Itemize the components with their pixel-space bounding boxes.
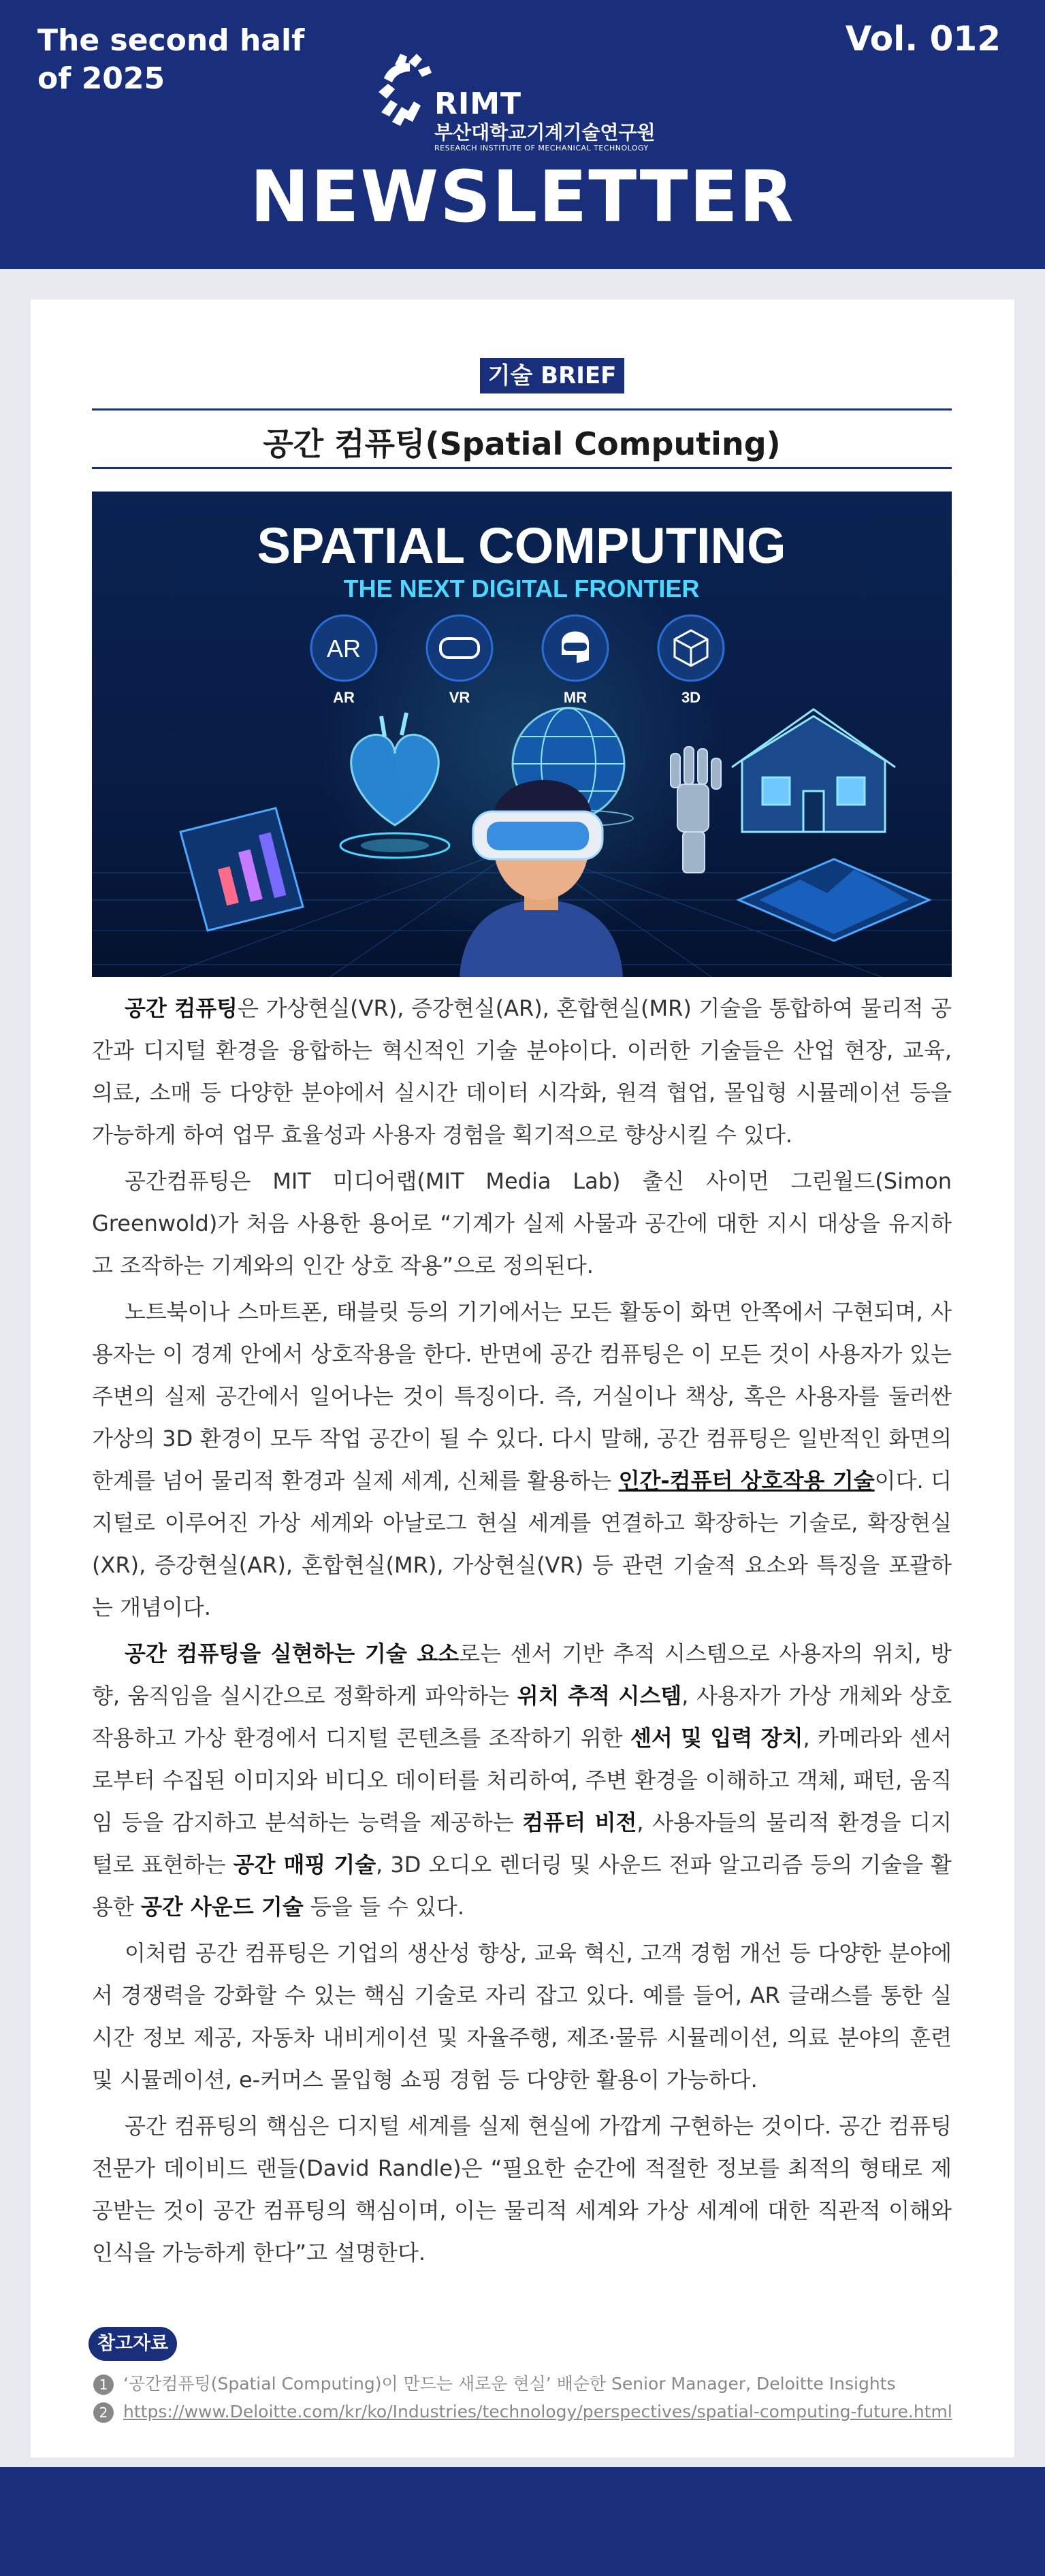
article-title: 공간 컴퓨팅(Spatial Computing) xyxy=(263,425,781,462)
hero-illustration xyxy=(92,492,952,977)
paragraph-text: 이처럼 공간 컴퓨팅은 기업의 생산성 향상, 교육 혁신, 고객 경험 개선 등 다양한 분야에서 경쟁력을 강화할 수 있는 핵심 기술로 자리 잡고 있다. 예를 들어, AR 글래스를 통한 실시간 정보 제공, 자동차 내비게이션 및 자율주행, 제조·물류 시뮬레이션, 의료 분야의 훈련 및 시뮬레이션, e-커머스 몰입형 쇼핑 경험 등 다양한 활용이 가능하다. xyxy=(92,1940,952,2093)
volume-number: Vol. 012 xyxy=(845,19,1001,59)
article-body xyxy=(92,987,952,2278)
paragraph-text: 로는 센서 기반 추적 시스템으로 사용자의 위치, 방향, 움직임을 실시간으로 정확하게 파악하는 xyxy=(92,1641,952,1709)
paragraph-text: , 카메라와 센서로부터 수집된 이미지와 비디오 데이터를 처리하여, 주변 환경을 이해하고 객체, 패턴, 움직임 등을 감지하고 분석하는 능력을 제공하는 xyxy=(92,1725,952,1835)
reference-text-1: ‘공간컴퓨팅(Spatial Computing)이 만드는 새로운 현실’ 배순한 Senior Manager, Deloitte Insights xyxy=(123,2374,896,2394)
rimt-logo xyxy=(374,51,688,153)
emphasized-term: 공간 컴퓨팅을 실현하는 기술 요소 xyxy=(125,1641,460,1667)
emphasized-term: 컴퓨터 비전 xyxy=(522,1809,637,1835)
logo-english-name: RESEARCH INSTITUTE OF MECHANICAL TECHNOLOGY xyxy=(434,144,649,152)
paragraph-text: 노트북이나 스마트폰, 태블릿 등의 기기에서는 모든 활동이 화면 안쪽에서 구현되며, 사용자는 이 경계 안에서 상호작용을 한다. 반면에 공간 컴퓨팅은 이 모든 것이 사용자가 있는 주변의 실제 공간에서 일어나는 것이 특징이다. 즉, 거실이나 책상, 혹은 사용자를 둘러싼 가상의 3D 환경이 모두 작업 공간이 될 수 있다. 다시 말해, 공간 컴퓨팅은 일반적인 화면의 한계를 넘어 물리적 환경과 실제 세계, 신체를 활용하는 xyxy=(92,1299,952,1494)
season-line-1: The second half xyxy=(37,23,305,58)
reference-number-2: 2 xyxy=(93,2402,114,2423)
paragraph-5 xyxy=(92,1932,952,2101)
reference-item-1 xyxy=(93,2370,896,2395)
paragraph-text: , 3D 오디오 렌더링 및 사운드 전파 알고리즘 등의 기술을 활용한 xyxy=(92,1852,952,1920)
paragraph-text: 등을 들 수 있다. xyxy=(303,1894,465,1920)
title-rule-bottom xyxy=(92,467,952,469)
badge-label-ar: AR xyxy=(333,689,355,706)
emphasized-term: 공간 매핑 기술 xyxy=(233,1852,376,1878)
paragraph-text: , 사용자들의 물리적 환경을 디지털로 표현하는 xyxy=(92,1809,952,1878)
issue-season xyxy=(37,22,304,98)
emphasized-term: 센서 및 입력 장치 xyxy=(630,1725,803,1751)
paragraph-text: 공간 컴퓨팅의 핵심은 디지털 세계를 실제 현실에 가깝게 구현하는 것이다. 공간 컴퓨팅 전문가 데이비드 랜들(David Randle)은 “필요한 순간에 적절한 정보를 최적의 형태로 제공받는 것이 공간 컴퓨팅의 핵심이며, 이는 물리적 세계와 가상 세계에 대한 직관적 이해와 인식을 가능하게 한다”고 설명한다. xyxy=(92,2113,952,2266)
badge-label-3d: 3D xyxy=(681,689,701,706)
season-line-2: of 2025 xyxy=(37,61,165,96)
emphasized-term: 공간 컴퓨팅 xyxy=(125,995,238,1021)
paragraph-text: 공간컴퓨팅은 MIT 미디어랩(MIT Media Lab) 출신 사이먼 그린월드(Simon Greenwold)가 처음 사용한 용어로 “기계가 실제 사물과 공간에 대한 지시 대상을 유지하고 조작하는 기계와의 인간 상호 작용”으로 정의된다. xyxy=(92,1168,952,1278)
newsletter-footer xyxy=(0,2467,1045,2576)
paragraph-text: , 사용자가 가상 개체와 상호작용하고 가상 환경에서 디지털 콘텐츠를 조작하기 위한 xyxy=(92,1683,952,1751)
article-card xyxy=(31,300,1014,2458)
reference-number-1: 1 xyxy=(93,2374,114,2395)
ar-icon: AR xyxy=(326,634,361,662)
logo-korean-name: 부산대학교기계기술연구원 xyxy=(434,121,656,144)
paragraph-2 xyxy=(92,1160,952,1287)
badge-label-mr: MR xyxy=(563,689,588,706)
paragraph-3 xyxy=(92,1291,952,1628)
hero-subheadline: THE NEXT DIGITAL FRONTIER xyxy=(343,575,700,602)
logo-wordmark: RIMT xyxy=(434,86,522,121)
newsletter-header xyxy=(0,0,1045,269)
emphasized-term: 공간 사운드 기술 xyxy=(141,1894,304,1920)
badge-label-vr: VR xyxy=(449,689,470,706)
emphasized-term: 위치 추적 시스템 xyxy=(517,1683,682,1709)
reference-link-2[interactable]: https://www.Deloitte.com/kr/ko/Industries/technology/perspectives/spatial-computing-future.html xyxy=(123,2402,952,2421)
title-rule-top xyxy=(92,408,952,410)
paragraph-6 xyxy=(92,2105,952,2274)
paragraph-4 xyxy=(92,1632,952,1928)
references-label: 참고자료 xyxy=(89,2327,177,2361)
hero-headline: SPATIAL COMPUTING xyxy=(257,517,786,574)
category-tag: 기술 BRIEF xyxy=(480,358,624,393)
paragraph-text: 은 가상현실(VR), 증강현실(AR), 혼합현실(MR) 기술을 통합하여 물리적 공간과 디지털 환경을 융합하는 혁신적인 기술 분야이다. 이러한 기술들은 산업 현장, 교육, 의료, 소매 등 다양한 분야에서 실시간 데이터 시각화, 원격 협업, 몰입형 시뮬레이션 등을 가능하게 하여 업무 효율성과 사용자 경험을 획기적으로 향상시킬 수 있다. xyxy=(92,995,952,1148)
emphasized-term: 인간-컴퓨터 상호작용 기술 xyxy=(618,1468,875,1494)
paragraph-text: 이다. 디지털로 이루어진 가상 세계와 아날로그 현실 세계를 연결하고 확장하는 기술로, 확장현실(XR), 증강현실(AR), 혼합현실(MR), 가상현실(VR) 등 관련 기술적 요소와 특징을 포괄하는 개념이다. xyxy=(92,1468,952,1620)
reference-item-2 xyxy=(93,2402,952,2423)
masthead-title: NEWSLETTER xyxy=(250,155,795,238)
paragraph-1 xyxy=(92,987,952,1156)
